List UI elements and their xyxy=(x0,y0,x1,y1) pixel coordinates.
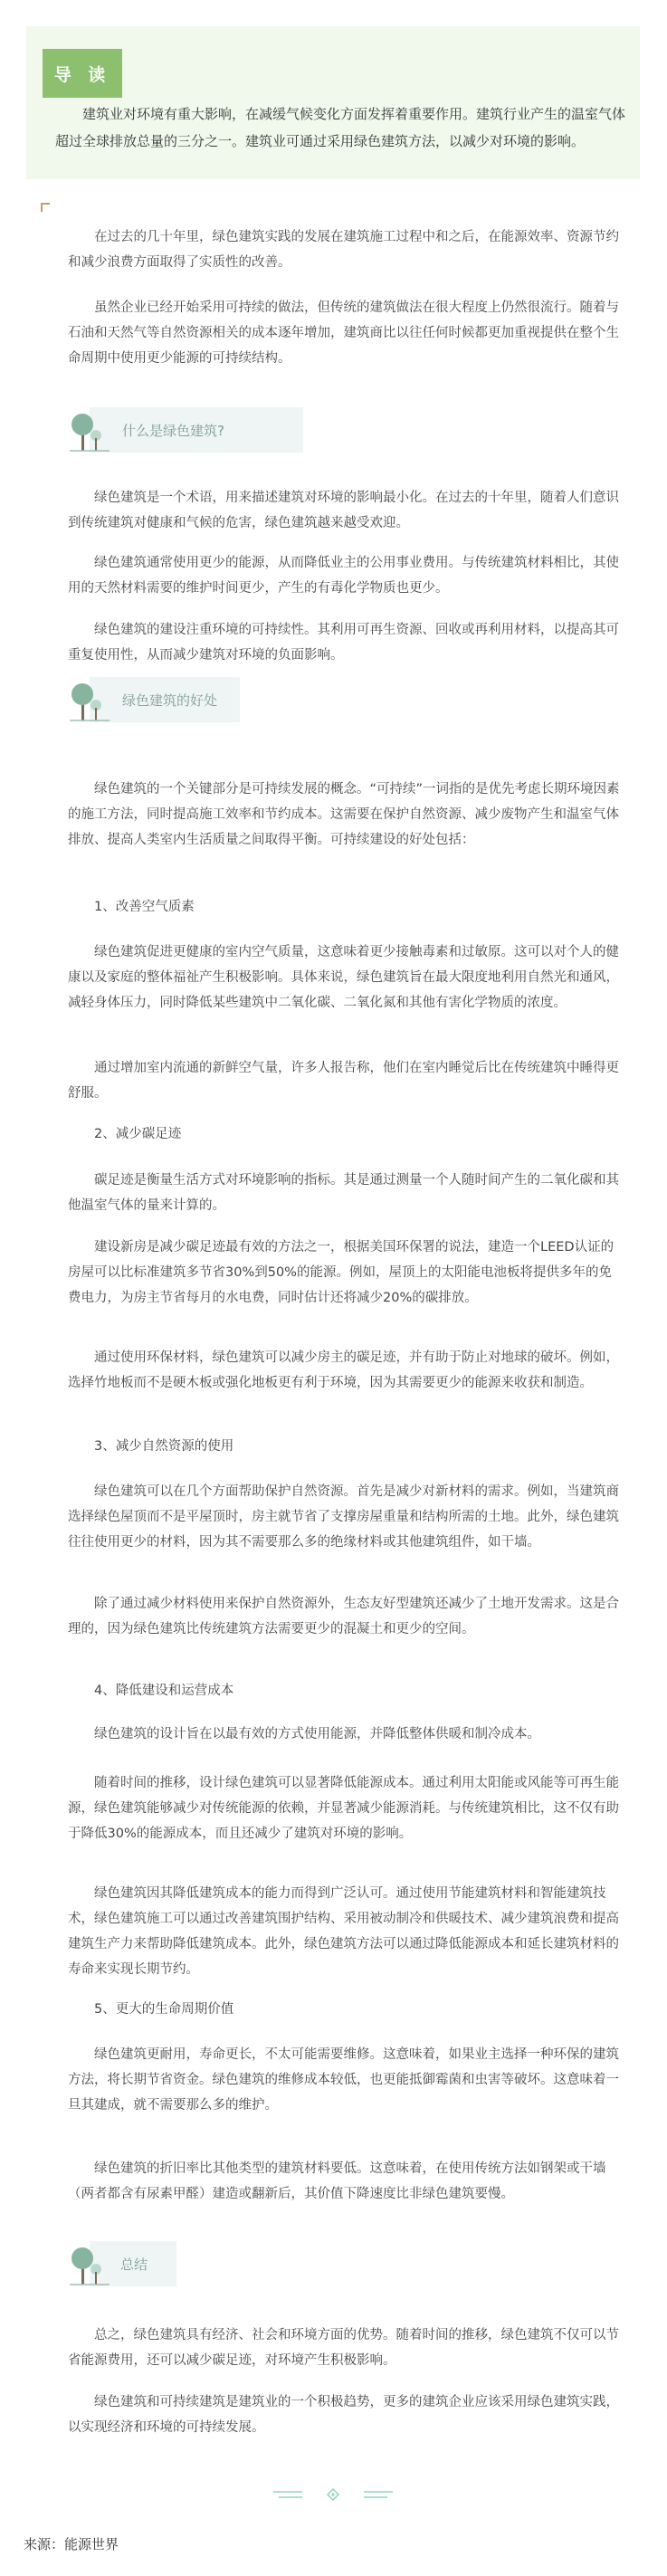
intro-tag: 导 读 xyxy=(43,49,122,98)
paragraph: 建设新房是减少碳足迹最有效的方法之一，根据美国环保署的说法，建造一个LEED认证的房屋可以比标准建筑多节省30%到50%的能源。例如，屋顶上的太阳能电池板将提供多年的免费电力，为房主节省每月的水电费，同时估计还将减少20%的碳排放。 xyxy=(68,1240,615,1305)
subheading: 4、降低建设和运营成本 xyxy=(94,1684,234,1698)
paragraph: 虽然企业已经开始采用可持续的做法，但传统的建筑做法在很大程度上仍然很流行。随着与石油和天然气等自然资源相关的成本逐年增加，建筑商比以往任何时候都更加重视提供在整个生命周期中使用更少能源的可持续结构。 xyxy=(68,301,619,366)
tree-icon xyxy=(66,675,117,724)
intro-box xyxy=(26,26,640,179)
paragraph: 绿色建筑促进更健康的室内空气质量，这意味着更少接触毒素和过敏原。这可以对个人的健康以及家庭的整体福祉产生积极影响。具体来说，绿色建筑旨在最大限度地利用自然光和通风，减轻身体压力，同时降低某些建筑中二氧化碳、二氧化氮和其他有害化学物质的浓度。 xyxy=(68,945,619,1010)
paragraph: 绿色建筑通常使用更少的能源，从而降低业主的公用事业费用。与传统建筑材料相比，其使用的天然材料需要的维护时间更少，产生的有毒化学物质也更少。 xyxy=(68,556,619,596)
paragraph: 随着时间的推移，设计绿色建筑可以显著降低能源成本。通过利用太阳能或风能等可再生能源，绿色建筑能够减少对传统能源的依赖，并显著减少能源消耗。与传统建筑相比，这不仅有助于降低30%的能源成本，而且还减少了建筑对环境的影响。 xyxy=(68,1776,619,1841)
subheading: 1、改善空气质素 xyxy=(94,900,195,914)
paragraph: 绿色建筑的设计旨在以最有效的方式使用能源，并降低整体供暖和制冷成本。 xyxy=(94,1727,540,1741)
intro-text: 建筑业对环境有重大影响，在减缓气候变化方面发挥着重要作用。建筑行业产生的温室气体超过全球排放总量的三分之一。建筑业可通过采用绿色建筑方法，以减少对环境的影响。 xyxy=(55,106,626,149)
divider-ornament-icon xyxy=(270,2485,396,2504)
corner-bracket-icon xyxy=(41,203,50,212)
paragraph: 绿色建筑的折旧率比其他类型的建筑材料要低。这意味着，在使用传统方法如钢架或干墙（两者都含有尿素甲醛）建造或翻新后，其价值下降速度比非绿色建筑要慢。 xyxy=(68,2161,606,2201)
paragraph: 通过增加室内流通的新鲜空气量，许多人报告称，他们在室内睡觉后比在传统建筑中睡得更舒服。 xyxy=(68,1061,619,1101)
subheading: 5、更大的生命周期价值 xyxy=(94,2002,234,2017)
paragraph: 除了通过减少材料使用来保护自然资源外，生态友好型建筑还减少了土地开发需求。这是合理的，因为绿色建筑比传统建筑方法需要更少的混凝土和更少的空间。 xyxy=(68,1597,619,1636)
paragraph: 在过去的几十年里，绿色建筑实践的发展在建筑施工过程中和之后，在能源效率、资源节约和减少浪费方面取得了实质性的改善。 xyxy=(68,230,619,270)
paragraph: 绿色建筑的建设注重环境的可持续性。其利用可再生资源、回收或再利用材料，以提高其可重复使用性，从而减少建筑对环境的负面影响。 xyxy=(68,623,619,663)
tree-icon xyxy=(66,2239,117,2288)
paragraph: 总之，绿色建筑具有经济、社会和环境方面的优势。随着时间的推移，绿色建筑不仅可以节省能源费用，还可以减少碳足迹，对环境产生积极影响。 xyxy=(68,2328,619,2368)
paragraph: 绿色建筑可以在几个方面帮助保护自然资源。首先是减少对新材料的需求。例如，当建筑商选择绿色屋顶而不是平屋顶时，房主就节省了支撑房屋重量和结构所需的土地。此外，绿色建筑往往使用更少的材料，因为其不需要那么多的绝缘材料或其他建筑组件，如干墙。 xyxy=(68,1484,619,1550)
paragraph: 绿色建筑更耐用，寿命更长，不太可能需要维修。这意味着，如果业主选择一种环保的建筑方法，将长期节省资金。绿色建筑的维修成本较低，也更能抵御霉菌和虫害等破坏。这意味着一旦其建成，就不需要那么多的维护。 xyxy=(68,2047,619,2113)
section-title: 总结 xyxy=(120,2256,148,2273)
paragraph: 绿色建筑的一个关键部分是可持续发展的概念。“可持续”一词指的是优先考虑长期环境因素的施工方法，同时提高施工效率和节约成本。这需要在保护自然资源、减少废物产生和温室气体排放、提高人类室内生活质量之间取得平衡。可持续建设的好处包括： xyxy=(68,782,620,847)
paragraph: 绿色建筑和可持续建筑是建筑业的一个积极趋势，更多的建筑企业应该采用绿色建筑实践，以实现经济和环境的可持续发展。 xyxy=(68,2395,619,2435)
subheading: 2、减少碳足迹 xyxy=(94,1127,182,1141)
tree-icon xyxy=(66,405,117,454)
section-title: 什么是绿色建筑? xyxy=(122,422,224,439)
paragraph: 通过使用环保材料，绿色建筑可以减少房主的碳足迹，并有助于防止对地球的破坏。例如，选择竹地板而不是硬木板或强化地板更有利于环境，因为其需要更少的能源来收获和制造。 xyxy=(68,1350,619,1390)
paragraph: 绿色建筑因其降低建筑成本的能力而得到广泛认可。通过使用节能建筑材料和智能建筑技术，绿色建筑施工可以通过改善建筑围护结构、采用被动制冷和供暖技术、减少建筑浪费和提高建筑生产力来帮助降低建筑成本。此外，绿色建筑方法可以通过降低能源成本和延长建筑材料的寿命来实现长期节约。 xyxy=(68,1886,619,1977)
section-title: 绿色建筑的好处 xyxy=(122,692,218,709)
subheading: 3、减少自然资源的使用 xyxy=(94,1439,234,1454)
paragraph: 碳足迹是衡量生活方式对环境影响的指标。其是通过测量一个人随时间产生的二氧化碳和其他温室气体的量来计算的。 xyxy=(68,1173,619,1213)
source-credit: 来源：能源世界 xyxy=(24,2536,119,2552)
paragraph: 绿色建筑是一个术语，用来描述建筑对环境的影响最小化。在过去的十年里，随着人们意识到传统建筑对健康和气候的危害，绿色建筑越来越受欢迎。 xyxy=(68,491,619,530)
